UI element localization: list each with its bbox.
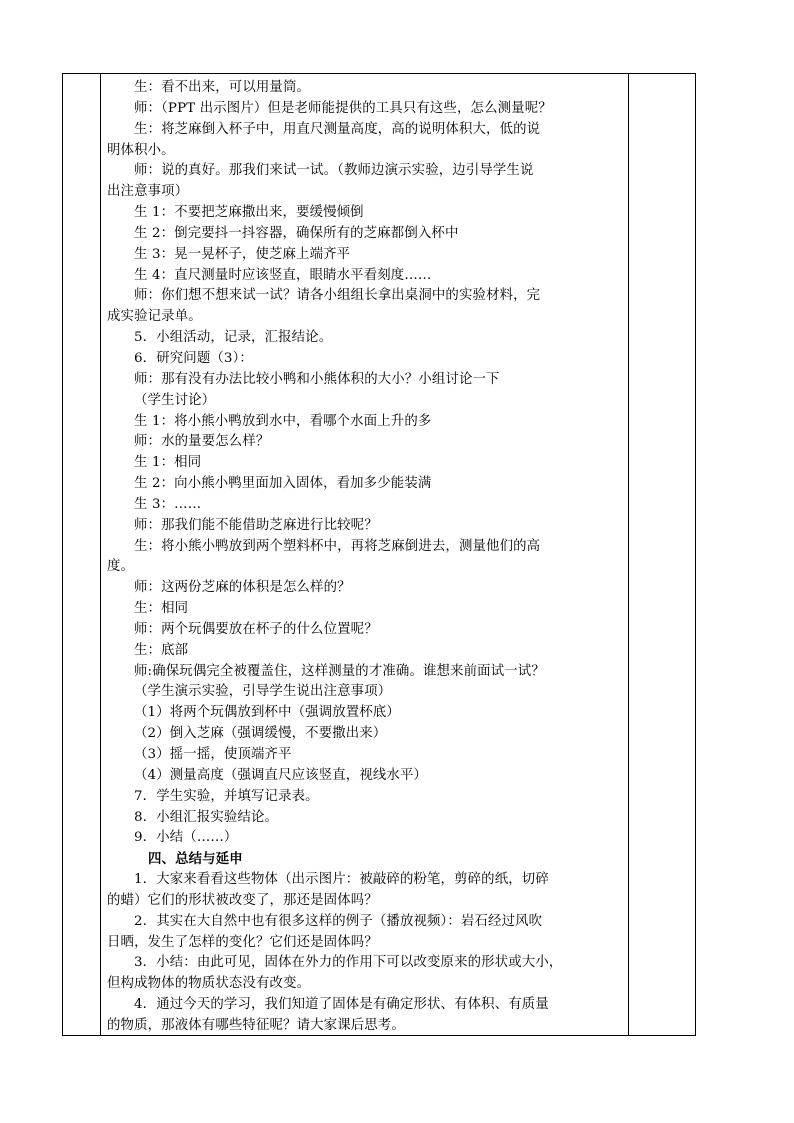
text-line: 但构成物体的物质状态没有改变。 xyxy=(107,976,311,992)
column-divider-right xyxy=(628,74,629,1035)
text-line: 8．小组汇报实验结论。 xyxy=(134,809,279,825)
text-line: 成实验记录单。 xyxy=(107,309,202,325)
text-line: （4）测量高度（强调直尺应该竖直，视线水平） xyxy=(134,767,428,783)
section-heading: 四、总结与延申 xyxy=(148,851,243,868)
text-line: 生 2：向小熊小鸭里面加入固体，看加多少能装满 xyxy=(134,476,432,492)
text-line: （1）将两个玩偶放到杯中（强调放置杯底） xyxy=(134,705,400,721)
text-line: 5．小组活动，记录，汇报结论。 xyxy=(134,330,333,346)
text-line: 生 2：倒完要抖一抖容器，确保所有的芝麻都倒入杯中 xyxy=(134,225,459,241)
text-line: （3）摇一摇，使顶端齐平 xyxy=(134,747,292,762)
text-line: 师：那有没有办法比较小鸭和小熊体积的大小？小组讨论一下 xyxy=(134,371,500,387)
lesson-table xyxy=(62,73,696,1036)
text-line: 生 3：…… xyxy=(134,496,202,512)
text-line: 明体积小。 xyxy=(107,142,175,158)
text-line: （学生讨论） xyxy=(134,392,216,408)
text-line: 4．通过今天的学习，我们知道了固体是有确定形状、有体积、有质量 xyxy=(134,997,549,1013)
column-divider-left xyxy=(100,74,101,1035)
text-line: 生 1：不要把芝麻撒出来，要缓慢倾倒 xyxy=(134,205,364,221)
text-line: 师：两个玩偶要放在杯子的什么位置呢？ xyxy=(134,621,378,637)
text-line: 生：将芝麻倒入杯子中，用直尺测量高度，高的说明体积大，低的说 xyxy=(134,121,541,137)
text-line: 生：将小熊小鸭放到两个塑料杯中，再将芝麻倒进去，测量他们的高 xyxy=(134,538,541,554)
text-line: 3．小结：由此可见，固体在外力的作用下可以改变原来的形状或大小， xyxy=(134,955,563,971)
text-line: 的蜡）它们的形状被改变了，那还是固体吗？ xyxy=(107,892,378,908)
text-line: 师：那我们能不能借助芝麻进行比较呢？ xyxy=(134,517,378,533)
text-line: 的物质，那液体有哪些特征呢？请大家课后思考。 xyxy=(107,1017,405,1033)
text-line: 生 4：直尺测量时应该竖直，眼睛水平看刻度…… xyxy=(134,267,432,283)
text-line: 2．其实在大自然中也有很多这样的例子（播放视频）：岩石经过风吹 xyxy=(134,913,543,929)
text-line: 师：（PPT 出示图片）但是老师能提供的工具只有这些，怎么测量呢？ xyxy=(134,100,552,116)
text-line: 出注意事项） xyxy=(107,184,189,200)
text-line: 生 3：晃一晃杯子，使芝麻上端齐平 xyxy=(134,246,351,262)
text-line: 师：说的真好。那我们来试一试。（教师边演示实验，边引导学生说 xyxy=(134,163,534,179)
text-line: 师：水的量要怎么样？ xyxy=(134,434,270,450)
text-line: 生：看不出来，可以用量筒。 xyxy=(134,80,311,95)
text-line: 6．研究问题（3）： xyxy=(134,350,253,366)
lesson-content xyxy=(107,78,625,1037)
text-line: 7．学生实验，并填写记录表。 xyxy=(134,788,319,804)
text-line: 生：底部 xyxy=(134,642,189,658)
text-line: 师：这两份芝麻的体积是怎么样的？ xyxy=(134,580,351,596)
text-line: 师:确保玩偶完全被覆盖住，这样测量的才准确。谁想来前面试一试？ xyxy=(134,663,545,679)
text-line: 日晒，发生了怎样的变化？它们还是固体吗？ xyxy=(107,934,378,950)
text-line: 9．小结（……） xyxy=(134,830,238,846)
text-line: （学生演示实验，引导学生说出注意事项） xyxy=(134,684,392,700)
text-line: （2）倒入芝麻（强调缓慢，不要撒出来） xyxy=(134,726,387,742)
text-line: 师：你们想不想来试一试？请各小组组长拿出桌洞中的实验材料，完 xyxy=(134,288,541,304)
text-line: 生 1：将小熊小鸭放到水中，看哪个水面上升的多 xyxy=(134,413,432,429)
text-line: 生 1：相同 xyxy=(134,455,202,471)
text-line: 度。 xyxy=(107,559,135,575)
text-line: 生：相同 xyxy=(134,601,189,617)
text-line: 1．大家来看看这些物体（出示图片：被敲碎的粉笔，剪碎的纸，切碎 xyxy=(134,872,549,888)
